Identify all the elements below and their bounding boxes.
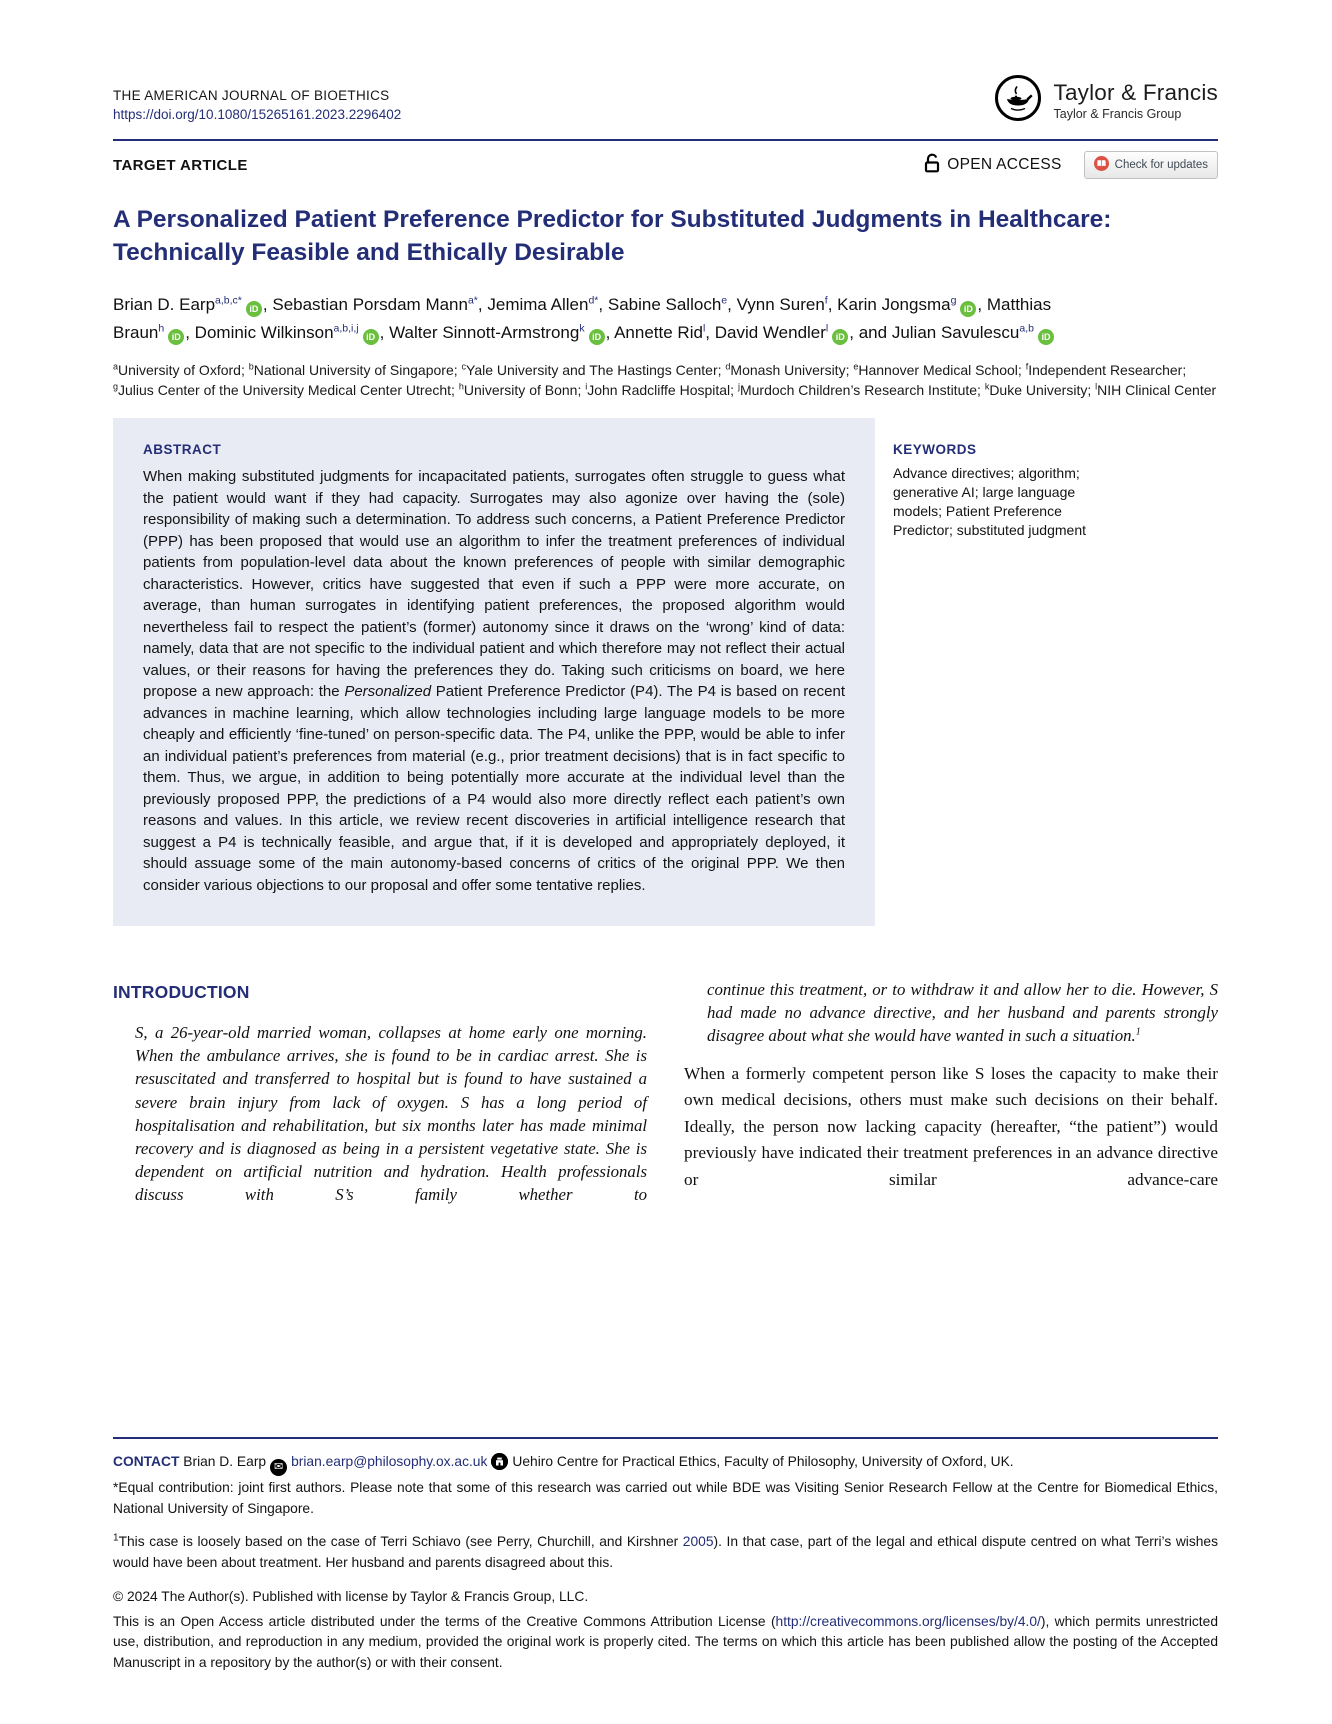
orcid-icon[interactable]: iD	[168, 329, 184, 345]
affiliation-text: Hannover Medical School;	[858, 362, 1026, 378]
affiliation-text: Duke University;	[989, 381, 1096, 398]
lamp-icon	[993, 73, 1043, 128]
author-affiliation-sup: l	[825, 322, 829, 335]
journal-name: THE AMERICAN JOURNAL OF BIOETHICS	[113, 88, 390, 103]
journal-identification	[113, 88, 401, 122]
author-affiliation-sup: e	[721, 294, 728, 307]
license-text-b: ), which permits unrestricted use, distribution, and reproduction in any medium, provided the original work is properly cited. The terms on which this article has been published allow the posting of the Accepted Manuscript in a repository by the author(s) or with their consent.	[113, 1613, 1218, 1670]
affiliation-sup: a	[113, 361, 119, 372]
orcid-icon[interactable]: iD	[1038, 329, 1054, 345]
author-name: David Wendler	[714, 323, 826, 342]
affiliation-text: National University of Singapore;	[253, 362, 462, 378]
author	[614, 323, 715, 342]
building-icon	[491, 1453, 508, 1470]
author-affiliation-sup: k	[579, 322, 585, 335]
author	[113, 295, 272, 314]
author-name: Sabine Salloch	[607, 295, 722, 314]
affiliation-sup: c	[461, 361, 467, 372]
orcid-icon[interactable]: iD	[246, 301, 262, 317]
contact-label: CONTACT	[113, 1454, 180, 1469]
left-column	[113, 978, 647, 1207]
case-vignette-right	[707, 978, 1218, 1048]
affiliation	[1095, 382, 1216, 398]
author-affiliation-sup: a*	[467, 294, 478, 307]
author-separator: ,	[977, 295, 987, 314]
abstract-italic-word: Personalized	[344, 683, 432, 700]
abstract-text-part1: When making substituted judgments for incapacitated patients, surrogates often struggle to guess what the patient would want if they had capacity. Surrogates may also agonize over having the (sole) responsibility of making such a determination. To address such concerns, a Patient Preference Predictor (PPP) has been proposed that would use an algorithm to infer the treatment preferences of individual patients from population-level data about the known preferences of people with similar demographic characteristics. However, critics have suggested that even if such a PPP were more accurate, on average, than human surrogates in identifying patient preferences, the proposed algorithm would nevertheless fail to respect the patient’s (former) autonomy since it draws on the ‘wrong’ kind of data: namely, data that are not specific to the individual patient and which therefore may not reflect their actual values, or their reasons for having the preferences they do. Taking such criticisms on board, we here propose a new approach: the	[143, 468, 845, 700]
author-separator: ,	[705, 323, 715, 342]
footnote-1-sup: 1	[113, 1532, 119, 1544]
check-for-updates-label: Check for updates	[1114, 159, 1208, 171]
article-title: A Personalized Patient Preference Predictor for Substituted Judgments in Healthcare: Technically Feasible and Ethically Desirable	[113, 206, 1112, 266]
orcid-icon[interactable]: iD	[832, 329, 848, 345]
footnote-1-marker: 1	[1135, 1026, 1141, 1038]
citation-link[interactable]: 2005	[682, 1534, 714, 1549]
affiliation	[249, 362, 462, 378]
author-separator: ,	[598, 295, 608, 314]
page-header	[113, 80, 1218, 128]
author-affiliation-sup: a,b,c*	[215, 294, 242, 307]
affiliation-text: Independent Researcher;	[1028, 362, 1187, 378]
affiliation-sup: b	[248, 361, 254, 372]
affiliation-sup: j	[737, 380, 740, 391]
affiliation-sup: g	[113, 380, 119, 391]
affiliation-text: Monash University;	[730, 362, 854, 378]
author	[389, 323, 614, 342]
orcid-icon[interactable]: iD	[589, 329, 605, 345]
intro-paragraph: When a formerly competent person like S loses the capacity to make their own medical decisions, others must make such decisions on their behalf. Ideally, the person now lacking capacity (hereafter, “the patient”) would previously have indicated their treatment preferences in an advance directive or similar advance-care	[684, 1063, 1218, 1189]
license-paragraph	[113, 1612, 1218, 1674]
affiliation-sup: h	[458, 380, 464, 391]
affiliation	[984, 380, 1098, 398]
affiliation-sup: d	[725, 361, 731, 372]
open-access-badge	[924, 153, 1061, 178]
keywords-label: KEYWORDS	[893, 442, 977, 457]
author	[737, 295, 838, 314]
author-separator: ,	[727, 295, 737, 314]
email-link[interactable]: brian.earp@philosophy.ox.ac.uk	[291, 1454, 488, 1469]
author-separator: ,	[605, 323, 615, 342]
affiliation-sup: l	[1095, 380, 1098, 391]
author	[892, 323, 1055, 342]
affiliation-text: NIH Clinical Center	[1097, 381, 1217, 398]
affiliation-text: Yale University and The Hastings Center;	[466, 362, 726, 378]
affiliation	[585, 382, 738, 398]
affiliation	[1026, 362, 1187, 378]
author-separator: , and	[849, 323, 892, 342]
first-page-footer	[113, 1437, 1218, 1673]
author-name: Annette Rid	[614, 323, 703, 342]
author	[487, 295, 608, 314]
introduction-section	[113, 978, 1218, 1207]
author-name: Brian D. Earp	[113, 295, 216, 314]
affiliation-sup: k	[984, 380, 990, 391]
open-lock-icon	[924, 153, 940, 178]
author-name: Karin Jongsma	[837, 295, 951, 314]
affiliation-text: John Radcliffe Hospital;	[587, 381, 738, 398]
author-affiliation-sup: h	[158, 322, 165, 335]
affiliation-text: University of Oxford;	[118, 362, 249, 378]
keywords-text: Advance directives; algorithm; generative AI; large language models; Patient Preference Predictor; substituted judgment	[893, 465, 1086, 538]
author-separator: ,	[262, 295, 273, 314]
footnote-1	[113, 1532, 1218, 1573]
abstract-section	[113, 418, 875, 926]
affiliations	[113, 361, 1218, 400]
case-vignette-right-text: continue this treatment, or to withdraw it and allow her to die. However, S had made no advance directive, and her husband and parents strongly disagree about what she would have wanted in such a situation.	[707, 980, 1218, 1046]
author-affiliation-sup: a,b	[1019, 322, 1034, 335]
affiliation-sup: f	[1025, 361, 1029, 372]
affiliation	[458, 380, 588, 398]
author-affiliation-sup: g	[950, 294, 957, 307]
author-name: Vynn Suren	[736, 295, 825, 314]
open-access-label: OPEN ACCESS	[947, 156, 1062, 173]
affiliation-sup: i	[585, 380, 588, 391]
author	[272, 295, 487, 314]
affiliation	[725, 362, 853, 378]
license-text-a: This is an Open Access article distributed under the terms of the Creative Commons Attribution License (	[113, 1613, 776, 1629]
check-for-updates-button[interactable]	[1084, 151, 1218, 179]
author-affiliation-sup: l	[702, 322, 706, 335]
abstract-label: ABSTRACT	[143, 442, 222, 457]
right-column	[684, 978, 1218, 1207]
author-separator: ,	[477, 295, 488, 314]
keywords-section	[893, 418, 1123, 926]
envelope-icon: ✉	[270, 1459, 287, 1476]
affiliation-text: University of Bonn;	[463, 381, 586, 398]
affiliation	[113, 382, 459, 398]
author	[715, 323, 892, 342]
doi-link[interactable]: https://doi.org/10.1080/15265161.2023.2296402	[113, 107, 402, 122]
orcid-icon[interactable]: iD	[960, 301, 976, 317]
orcid-icon[interactable]: iD	[363, 329, 379, 345]
author-separator: ,	[827, 295, 838, 314]
footnote-1-text-b: ). In that case, part of the legal and ethical dispute centred on what Terri’s wishes would have been about treatment. Her husband and parents disagreed about this.	[113, 1534, 1218, 1570]
license-link[interactable]: http://creativecommons.org/licenses/by/4.0/	[775, 1613, 1041, 1629]
affiliation	[853, 362, 1025, 378]
copyright-line: © 2024 The Author(s). Published with license by Taylor & Francis Group, LLC.	[113, 1589, 589, 1604]
author-affiliation-sup: f	[824, 294, 828, 307]
author-name: Julian Savulescu	[891, 323, 1020, 342]
affiliation-text: Julius Center of the University Medical Center Utrecht;	[118, 381, 459, 398]
publisher-name: Taylor & Francis	[1053, 80, 1218, 105]
affiliation	[738, 382, 985, 398]
publisher-group: Taylor & Francis Group	[1053, 107, 1182, 121]
author-affiliation-sup: a,b,i,j	[333, 322, 359, 335]
author-name: Dominic Wilkinson	[194, 323, 334, 342]
author	[608, 295, 737, 314]
abstract-text-part2: Patient Preference Predictor (P4). The P4 is based on recent advances in machine learning, which allow technologies including large language models to be more cheaply and efficiently ‘fine-tuned’ on person-specific data. The P4, unlike the PPP, would be able to infer an individual patient’s preferences from material (e.g., prior treatment decisions) that is in fact specific to them. Thus, we argue, in addition to being potentially more accurate at the individual level than the previously proposed PPP, the predictions of a P4 would also more directly reflect each patient’s own reasons and values. In this article, we review recent discoveries in artificial intelligence research that suggest a P4 is technically feasible, and argue that, if it is developed and appropriately deployed, it should assuage some of the main autonomy-based concerns of critics of the original PPP. We then consider various objections to our proposal and offer some tentative replies.	[143, 683, 845, 894]
contact-address: Uehiro Centre for Practical Ethics, Faculty of Philosophy, University of Oxford, UK.	[512, 1454, 1014, 1469]
author	[195, 323, 389, 342]
introduction-heading: INTRODUCTION	[113, 982, 250, 1002]
affiliation-sup: e	[853, 361, 859, 372]
affiliation	[462, 362, 726, 378]
contact-name: Brian D. Earp	[183, 1454, 267, 1469]
affiliation	[113, 362, 249, 378]
author-name: Sebastian Porsdam Mann	[272, 295, 468, 314]
affiliation-text: Murdoch Children’s Research Institute;	[739, 381, 985, 398]
contact-line	[113, 1452, 1218, 1476]
footer-rule	[113, 1437, 1218, 1439]
author-affiliation-sup: d*	[588, 294, 599, 307]
footnote-1-text-a: This case is loosely based on the case of Terri Schiavo (see Perry, Churchill, and Kirshner	[118, 1534, 683, 1549]
author-name: Matthias Braun	[113, 295, 1052, 342]
author-name: Jemima Allen	[487, 295, 589, 314]
author-name: Walter Sinnott-Armstrong	[389, 323, 580, 342]
taylor-francis-logo	[993, 73, 1219, 128]
crossmark-icon	[1094, 156, 1109, 174]
author	[837, 295, 987, 314]
authors-line	[113, 291, 1103, 347]
header-rule	[113, 139, 1218, 141]
equal-contribution-note: *Equal contribution: joint first authors. Please note that some of this research was carried out while BDE was Visiting Senior Research Fellow at the Centre for Biomedical Ethics, National University of Singapore.	[113, 1480, 1218, 1516]
case-vignette-left: S, a 26-year-old married woman, collapses at home early one morning. When the ambulance arrives, she is found to be in cardiac arrest. She is resuscitated and transferred to hospital but is found to have sustained a severe brain injury from lack of oxygen. S has a long period of hospitalisation and rehabilitation, but six months later has made minimal recovery and is diagnosed as being in a persistent vegetative state. She is dependent on artificial nutrition and hydration. Health professionals discuss with S’s family whether to	[135, 1023, 647, 1205]
author-separator: ,	[379, 323, 390, 342]
abstract-text	[143, 466, 845, 896]
article-type-label: TARGET ARTICLE	[113, 156, 248, 174]
author-separator: ,	[185, 323, 195, 342]
